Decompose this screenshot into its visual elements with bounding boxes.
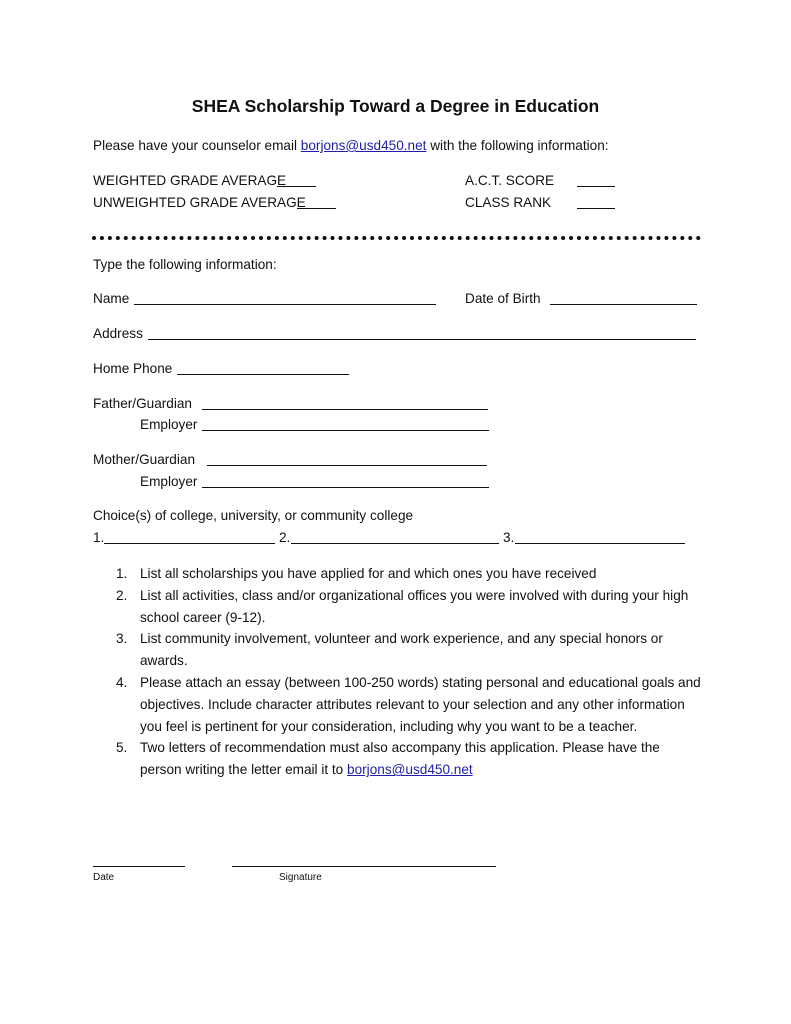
dob-field[interactable] <box>550 304 697 305</box>
father-guardian-label: Father/Guardian <box>93 396 192 411</box>
list-item-text: List all scholarships you have applied for and which ones you have received <box>140 566 597 581</box>
list-item-number: 1. <box>116 566 128 581</box>
mother-employer-field[interactable] <box>202 487 489 488</box>
list-item <box>92 563 702 585</box>
form-title: SHEA Scholarship Toward a Degree in Education <box>191 96 600 116</box>
date-label: Date <box>93 872 115 883</box>
intro-text-before: Please have your counselor email <box>93 138 301 153</box>
list-item-text: Please attach an essay (between 100-250 words) stating personal and educational goals and objectives. Include character attributes relevant to your selection and any other information you feel is pertinent for your consideration, including why you want to be a teacher. <box>140 674 701 734</box>
mother-employer-label: Employer <box>140 474 198 489</box>
signature-label: Signature <box>279 872 322 883</box>
list-item-number: 5. <box>116 740 128 756</box>
list-item-text: List all activities, class and/or organizational offices you were involved with during your high school career (9-12). <box>140 587 689 625</box>
home-phone-label: Home Phone <box>93 361 173 376</box>
dotted-divider <box>92 236 701 240</box>
class-rank-blank[interactable] <box>577 208 615 209</box>
unweighted-grade-label: UNWEIGHTED GRADE AVERAGE <box>93 195 306 210</box>
act-score-blank[interactable] <box>577 186 615 187</box>
weighted-grade-blank[interactable] <box>277 186 316 187</box>
father-employer-field[interactable] <box>202 430 489 431</box>
counselor-instructions <box>93 137 609 154</box>
act-score-label: A.C.T. SCORE <box>465 173 555 188</box>
counselor-email-link[interactable]: borjons@usd450.net <box>300 138 427 153</box>
mother-guardian-field[interactable] <box>207 465 487 466</box>
class-rank-label: CLASS RANK <box>465 195 552 210</box>
intro-text-after: with the following information: <box>426 138 609 153</box>
father-employer-label: Employer <box>140 417 198 432</box>
address-label: Address <box>93 326 143 341</box>
college-choices-label: Choice(s) of college, university, or community college <box>93 508 414 523</box>
name-field[interactable] <box>134 304 436 305</box>
choice-2-field[interactable] <box>291 543 499 544</box>
list-item <box>92 585 702 629</box>
choice-3-field[interactable] <box>515 543 685 544</box>
home-phone-field[interactable] <box>177 374 349 375</box>
choice-2-number: 2. <box>279 530 291 545</box>
address-field[interactable] <box>148 339 696 340</box>
list-item-text: List community involvement, volunteer and work experience, and any special honors or awards. <box>140 631 663 669</box>
recommendation-email-link[interactable]: borjons@usd450.net <box>347 762 473 778</box>
list-item-number: 3. <box>116 631 128 647</box>
dob-label: Date of Birth <box>465 291 541 306</box>
mother-guardian-label: Mother/Guardian <box>93 452 196 467</box>
unweighted-grade-blank[interactable] <box>297 208 336 209</box>
list-item-text: Two letters of recommendation must also accompany this application. Please have the person writing the letter email it to <box>140 740 660 778</box>
father-guardian-field[interactable] <box>202 409 488 410</box>
list-item-number: 2. <box>116 587 128 603</box>
type-prompt: Type the following information: <box>93 257 277 272</box>
choice-1-number: 1. <box>93 530 105 545</box>
signature-line[interactable] <box>232 866 496 867</box>
name-label: Name <box>93 291 130 306</box>
list-item-number: 4. <box>116 674 128 690</box>
list-item <box>92 737 702 781</box>
choice-1-field[interactable] <box>104 543 275 544</box>
choice-3-number: 3. <box>503 530 515 545</box>
weighted-grade-label: WEIGHTED GRADE AVERAGE <box>93 173 287 188</box>
requirements-list <box>92 563 702 781</box>
list-item <box>92 672 702 737</box>
list-item <box>92 628 702 672</box>
date-signature-line[interactable] <box>93 866 185 867</box>
